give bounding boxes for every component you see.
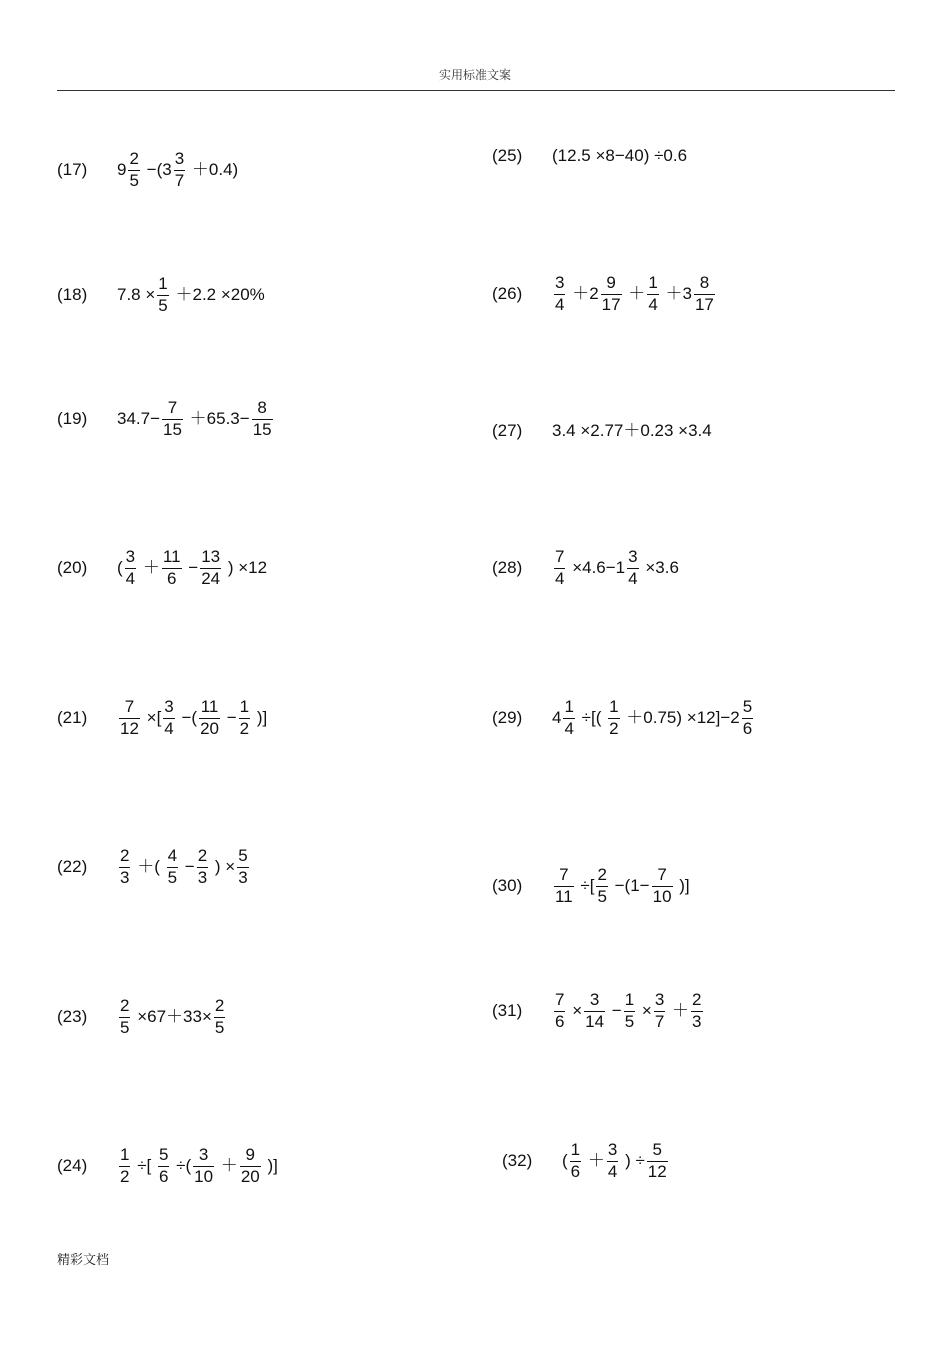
- fraction: [119, 1146, 130, 1186]
- fraction: [239, 698, 250, 738]
- problem-number: (27): [492, 420, 523, 440]
- fraction-denominator: 6: [555, 1011, 565, 1031]
- math-expression: [117, 399, 275, 439]
- fraction: [162, 548, 182, 588]
- fraction: [167, 847, 178, 887]
- fraction-numerator: 1: [609, 697, 619, 716]
- fraction-numerator: 3: [174, 149, 185, 168]
- fraction-denominator: 2: [120, 1166, 130, 1186]
- expression-text: −: [180, 857, 195, 877]
- fraction-numerator: 2: [597, 865, 607, 884]
- expression-text: 9: [117, 160, 127, 180]
- expression-text: ÷[: [575, 876, 595, 896]
- problem-31: [492, 991, 705, 1031]
- expression-text: (: [562, 1151, 568, 1171]
- problem-number: (21): [57, 708, 88, 728]
- fraction-denominator: 7: [654, 1011, 665, 1031]
- fraction-numerator: 3: [607, 1140, 618, 1159]
- fraction: [584, 991, 605, 1031]
- fraction-denominator: 4: [555, 568, 565, 588]
- expression-text: ×67＋33×: [132, 1007, 212, 1027]
- expression-text: ) ×12: [223, 558, 268, 578]
- problem-number: (26): [492, 284, 523, 304]
- problem-number: (18): [57, 285, 88, 305]
- fraction-denominator: 2: [609, 718, 619, 738]
- fraction: [119, 698, 140, 738]
- fraction: [158, 1146, 169, 1186]
- fraction-denominator: 17: [601, 294, 621, 314]
- problem-number: (31): [492, 1001, 523, 1021]
- math-expression: [552, 147, 687, 164]
- expression-text: ×3.6: [640, 558, 679, 578]
- fraction-numerator: 2: [129, 149, 139, 168]
- problem-32: [502, 1141, 670, 1181]
- fraction-numerator: 3: [589, 990, 600, 1009]
- problem-number: (17): [57, 160, 88, 180]
- expression-text: −(1−: [609, 876, 650, 896]
- fraction-numerator: 1: [120, 1145, 130, 1164]
- fraction: [601, 274, 622, 314]
- fraction-denominator: 5: [214, 1017, 225, 1037]
- fraction-denominator: 15: [252, 419, 272, 439]
- expression-text: ) ×: [210, 857, 236, 877]
- expression-text: (12.5 ×8−40) ÷0.6: [552, 145, 688, 165]
- problem-number: (25): [492, 145, 523, 165]
- expression-text: ÷[: [132, 1156, 156, 1176]
- fraction-numerator: 1: [624, 990, 635, 1009]
- fraction: [563, 698, 574, 738]
- page-header: 实用标准文案: [438, 68, 511, 82]
- fraction-denominator: 7: [174, 170, 185, 190]
- fraction-denominator: 6: [742, 718, 753, 738]
- fraction-denominator: 4: [125, 568, 136, 588]
- expression-text: ＋: [623, 284, 646, 304]
- fraction: [742, 698, 753, 738]
- expression-text: ＋3: [660, 284, 692, 304]
- fraction-denominator: 17: [694, 294, 714, 314]
- fraction-numerator: 2: [214, 996, 225, 1015]
- expression-text: −(: [176, 708, 198, 728]
- expression-text: ＋0.75) ×12]−2: [621, 708, 740, 728]
- fraction-denominator: 12: [647, 1161, 667, 1181]
- math-expression: [552, 991, 705, 1031]
- fraction-denominator: 2: [239, 718, 250, 738]
- expression-text: 34.7−: [117, 409, 161, 429]
- fraction-numerator: 13: [201, 547, 221, 566]
- fraction-denominator: 10: [652, 886, 672, 906]
- fraction: [652, 866, 673, 906]
- fraction-denominator: 20: [240, 1166, 260, 1186]
- fraction-denominator: 4: [648, 294, 658, 314]
- problem-number: (30): [492, 876, 523, 896]
- fraction: [654, 991, 665, 1031]
- fraction: [607, 1141, 618, 1181]
- expression-text: 7.8 ×: [117, 285, 156, 305]
- expression-text: )]: [674, 876, 690, 896]
- expression-text: )]: [252, 708, 268, 728]
- fraction: [627, 548, 638, 588]
- fraction-denominator: 3: [120, 867, 130, 887]
- fraction-denominator: 5: [129, 170, 139, 190]
- fraction-numerator: 11: [162, 547, 181, 566]
- fraction-numerator: 3: [125, 547, 136, 566]
- fraction-numerator: 9: [245, 1145, 255, 1164]
- problem-18: [57, 275, 265, 315]
- problem-number: (29): [492, 708, 523, 728]
- fraction-denominator: 6: [166, 568, 177, 588]
- expression-text: ＋65.3−: [184, 409, 250, 429]
- problem-17: [57, 150, 238, 190]
- fraction-numerator: 7: [555, 547, 565, 566]
- expression-text: ÷[(: [576, 708, 607, 728]
- fraction: [157, 275, 168, 315]
- fraction-numerator: 11: [200, 697, 219, 716]
- fraction-numerator: 5: [742, 697, 753, 716]
- fraction-numerator: 7: [124, 697, 135, 716]
- expression-text: ×4.6−1: [567, 558, 626, 578]
- math-expression: [117, 275, 265, 315]
- fraction-numerator: 2: [120, 996, 130, 1015]
- fraction-numerator: 3: [555, 273, 565, 292]
- fraction-numerator: 2: [120, 846, 130, 865]
- fraction-denominator: 11: [555, 886, 573, 906]
- fraction-numerator: 2: [692, 990, 702, 1009]
- expression-text: ×: [567, 1001, 583, 1021]
- problem-19: [57, 399, 275, 439]
- fraction-numerator: 7: [559, 865, 569, 884]
- fraction: [125, 548, 136, 588]
- expression-text: (: [117, 558, 123, 578]
- fraction: [197, 847, 208, 887]
- fraction-numerator: 5: [238, 846, 248, 865]
- fraction-numerator: 3: [628, 547, 638, 566]
- problem-20: [57, 548, 267, 588]
- fraction-numerator: 3: [198, 1145, 209, 1164]
- fraction: [624, 991, 635, 1031]
- fraction: [608, 698, 619, 738]
- fraction-numerator: 8: [257, 398, 267, 417]
- expression-text: ＋: [667, 1001, 690, 1021]
- expression-text: ＋: [583, 1151, 605, 1171]
- expression-text: −(3: [141, 160, 172, 180]
- problem-21: [57, 698, 267, 738]
- problem-22: [57, 847, 251, 887]
- math-expression: [552, 698, 755, 738]
- math-expression: [562, 1141, 670, 1181]
- math-expression: [117, 847, 251, 887]
- fraction-denominator: 6: [570, 1161, 581, 1181]
- fraction: [691, 991, 702, 1031]
- fraction: [200, 548, 221, 588]
- fraction-denominator: 4: [564, 718, 574, 738]
- expression-text: )]: [262, 1156, 278, 1176]
- expression-text: ×[: [141, 708, 162, 728]
- fraction-numerator: 8: [699, 273, 710, 292]
- math-expression: [552, 866, 690, 906]
- fraction-numerator: 3: [654, 990, 665, 1009]
- fraction-numerator: 1: [570, 1140, 581, 1159]
- fraction-denominator: 3: [692, 1011, 702, 1031]
- fraction: [694, 274, 715, 314]
- expression-text: 3.4 ×2.77＋0.23 ×3.4: [552, 420, 712, 440]
- problem-26: [492, 274, 717, 314]
- expression-text: ＋: [138, 558, 160, 578]
- expression-text: ) ÷: [620, 1151, 645, 1171]
- expression-text: ＋(: [132, 857, 165, 877]
- problem-number: (24): [57, 1156, 88, 1176]
- fraction: [554, 866, 574, 906]
- fraction-numerator: 7: [167, 398, 178, 417]
- fraction-denominator: 5: [158, 295, 168, 315]
- page-footer: 精彩文档: [57, 1253, 110, 1268]
- fraction-denominator: 4: [555, 294, 565, 314]
- fraction: [240, 1146, 261, 1186]
- fraction: [128, 150, 139, 190]
- problem-24: [57, 1146, 278, 1186]
- fraction-numerator: 9: [606, 273, 616, 292]
- problem-number: (23): [57, 1007, 88, 1027]
- expression-text: ÷(: [171, 1156, 192, 1176]
- fraction-denominator: 3: [197, 867, 208, 887]
- fraction-numerator: 4: [167, 846, 178, 865]
- expression-text: ＋2.2 ×20%: [170, 285, 265, 305]
- problem-23: [57, 997, 227, 1037]
- fraction-denominator: 10: [194, 1166, 214, 1186]
- expression-text: −: [222, 708, 237, 728]
- fraction-denominator: 4: [607, 1161, 618, 1181]
- fraction-denominator: 20: [200, 718, 219, 738]
- fraction-numerator: 2: [197, 846, 208, 865]
- math-expression: [552, 548, 679, 588]
- expression-text: ＋: [216, 1156, 238, 1176]
- problem-30: [492, 866, 690, 906]
- fraction-denominator: 5: [120, 1017, 130, 1037]
- fraction: [647, 1141, 668, 1181]
- fraction-denominator: 4: [164, 718, 174, 738]
- header-divider: [57, 90, 895, 91]
- fraction: [554, 274, 565, 314]
- expression-text: ＋2: [567, 284, 599, 304]
- fraction: [119, 847, 130, 887]
- fraction: [174, 150, 185, 190]
- fraction-numerator: 1: [239, 697, 250, 716]
- fraction: [193, 1146, 214, 1186]
- expression-text: ＋0.4): [187, 160, 239, 180]
- problem-number: (32): [502, 1151, 533, 1171]
- fraction: [237, 847, 248, 887]
- fraction-numerator: 3: [164, 697, 174, 716]
- math-expression: [552, 422, 712, 439]
- fraction: [214, 997, 225, 1037]
- problem-29: [492, 698, 755, 738]
- fraction-denominator: 5: [167, 867, 178, 887]
- math-expression: [552, 274, 717, 314]
- fraction: [570, 1141, 581, 1181]
- problem-25: [492, 145, 687, 165]
- fraction: [554, 991, 565, 1031]
- fraction: [119, 997, 130, 1037]
- problem-27: [492, 420, 712, 440]
- fraction-numerator: 5: [652, 1140, 662, 1159]
- expression-text: 4: [552, 708, 562, 728]
- fraction: [163, 698, 174, 738]
- fraction: [596, 866, 607, 906]
- problem-number: (22): [57, 857, 88, 877]
- problem-number: (19): [57, 409, 88, 429]
- fraction: [252, 399, 273, 439]
- problem-28: [492, 548, 679, 588]
- fraction: [199, 698, 220, 738]
- expression-text: −: [607, 1001, 622, 1021]
- fraction-denominator: 3: [238, 867, 248, 887]
- fraction-denominator: 14: [585, 1011, 605, 1031]
- fraction-denominator: 4: [628, 568, 638, 588]
- fraction-denominator: 5: [597, 886, 607, 906]
- fraction-denominator: 5: [624, 1011, 635, 1031]
- fraction-denominator: 6: [158, 1166, 169, 1186]
- fraction-numerator: 1: [648, 273, 658, 292]
- fraction: [554, 548, 565, 588]
- fraction-denominator: 24: [201, 568, 221, 588]
- math-expression: [117, 548, 267, 588]
- expression-text: ×: [637, 1001, 652, 1021]
- problem-number: (20): [57, 558, 88, 578]
- fraction-numerator: 1: [564, 697, 574, 716]
- fraction-numerator: 5: [158, 1145, 169, 1164]
- fraction: [162, 399, 183, 439]
- fraction: [647, 274, 658, 314]
- fraction-numerator: 7: [657, 865, 667, 884]
- fraction-denominator: 15: [163, 419, 182, 439]
- math-expression: [117, 150, 238, 190]
- math-expression: [117, 1146, 278, 1186]
- fraction-numerator: 1: [158, 274, 168, 293]
- fraction-denominator: 12: [120, 718, 139, 738]
- fraction-numerator: 7: [555, 990, 565, 1009]
- math-expression: [117, 997, 227, 1037]
- math-expression: [117, 698, 267, 738]
- problem-number: (28): [492, 558, 523, 578]
- expression-text: −: [183, 558, 199, 578]
